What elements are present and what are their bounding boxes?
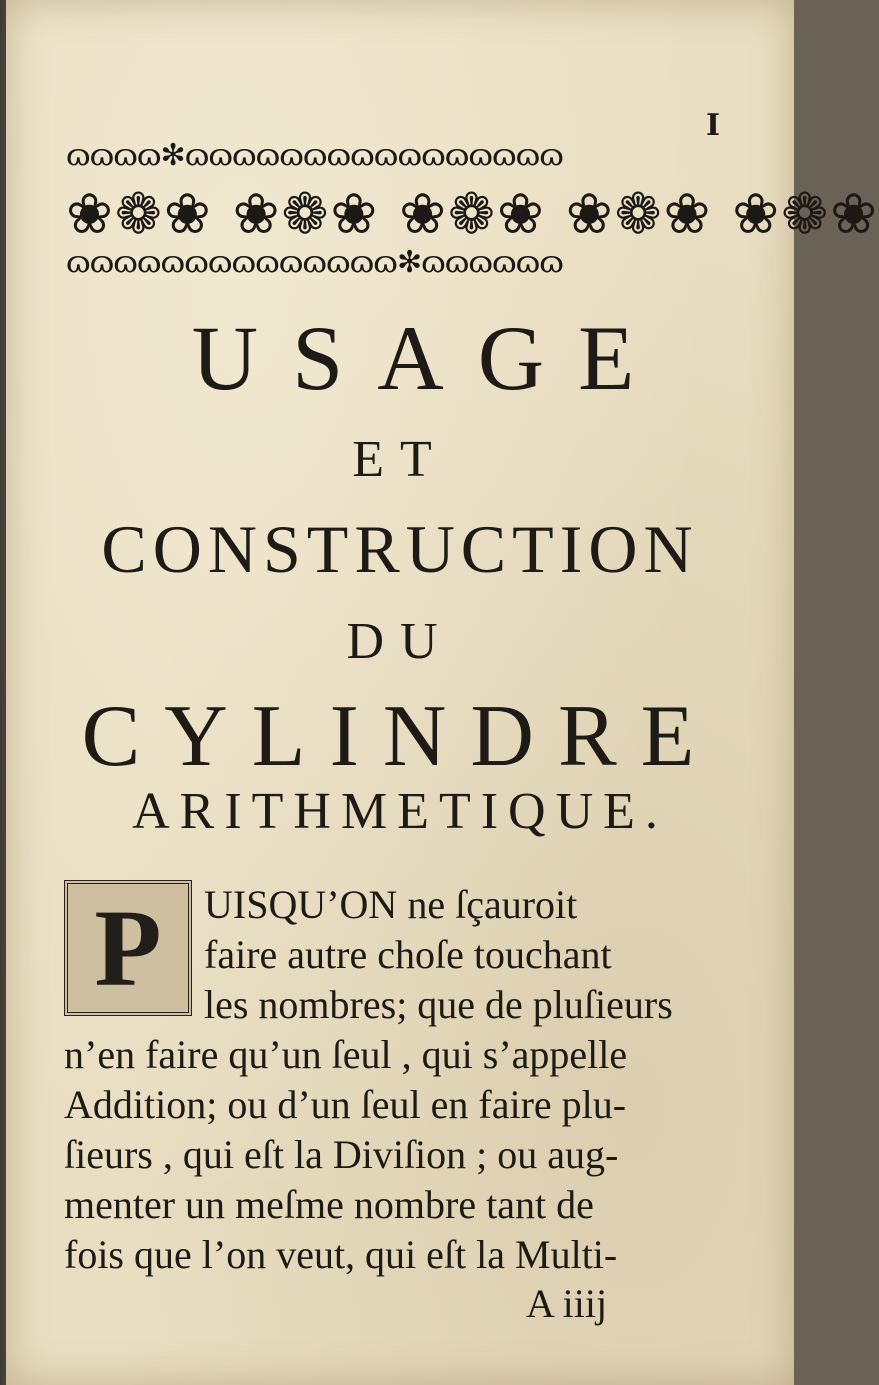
signature-mark: A iiij: [526, 1281, 608, 1326]
page-number: I: [706, 108, 721, 143]
body-text: [64, 880, 734, 1280]
body-line: UISQU’ON ne ſçauroit: [204, 882, 578, 927]
title-line-construction: CONSTRUCTION: [101, 511, 699, 587]
body-line: Addition; ou d’un ſeul en faire plu-: [64, 1082, 627, 1127]
body-line: n’en faire qu’un ſeul , qui s’appelle: [64, 1032, 628, 1077]
title-line-arithmetique: ARITHMETIQUE.: [132, 783, 668, 840]
body-line: les nombres; que de pluſieurs: [204, 982, 673, 1027]
decorated-drop-cap: P: [64, 880, 192, 1016]
ornament-band-top: ɷɷɷɷ✻ɷɷɷɷɷɷɷɷɷɷɷɷɷɷɷɷ: [66, 138, 563, 173]
book-page: [6, 0, 879, 1385]
ornament-band-bottom: ɷɷɷɷɷɷɷɷɷɷɷɷɷɷ✻ɷɷɷɷɷɷ: [66, 245, 563, 280]
title-line-et: ET: [352, 431, 448, 488]
body-line: ſieurs , qui eſt la Diviſion ; ou aug-: [64, 1132, 619, 1177]
ornament-band-floral: ❀❁❀ ❀❁❀ ❀❁❀ ❀❁❀ ❀❁❀: [66, 182, 879, 247]
body-line: fois que l’on veut, qui eſt la Multi-: [64, 1232, 618, 1277]
title-line-usage: USAGE: [191, 307, 669, 409]
body-line: faire autre choſe touchant: [204, 932, 612, 977]
title-line-du: DU: [346, 613, 454, 670]
body-line: menter un meſme nombre tant de: [64, 1182, 594, 1227]
title-line-cylindre: CYLINDRE: [81, 688, 719, 785]
